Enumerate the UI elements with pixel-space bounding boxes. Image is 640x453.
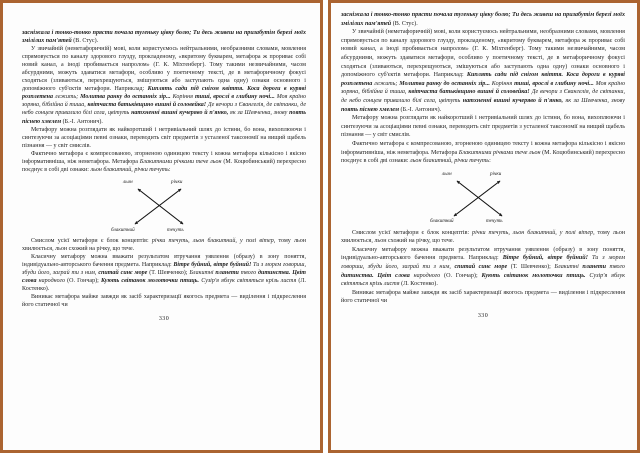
paragraph-4 [22, 150, 306, 174]
example-run: Кують світанок молоточки птиць. [481, 272, 590, 279]
example-run: Де вечори з Євангелія, де світанки, де небо сонцем привалило білі села, цвітуть [341, 89, 625, 104]
example-run: спитай синє море [98, 270, 150, 277]
r-diagram-label-top-right: річки [490, 170, 502, 177]
feature-two: річки течуть [134, 166, 169, 173]
example-run: народного [38, 278, 68, 285]
page-number-right: 330 [477, 313, 489, 320]
concept-block: річки течуть, льон блакитний, у полі вітер [151, 237, 274, 244]
r-quote-italic-bold: засніжала і тонко-тонко прясти почала тугеньку цівку болю; Ти десь живеш на призабутім березі моїх змілілих пам'ятей [341, 12, 625, 27]
r-paragraph-5-b: , тому льон хвилюється, льон схожий на річку, що тече. [341, 229, 626, 245]
r-feature-sep: , [451, 158, 455, 165]
r-paragraph-2 [341, 28, 625, 114]
r-paragraph-2-text: У звичайній (неметафоричній) мові, коли користуємось нейтральними, необразними словами, мовлення спрямовується по каналу здорового глузду, прокладеному, «вкритому букварем, метафора ж прориває собі новий канал, а іноді пробивається напролом» (Г. К. Міхтенберг). Тому такими незвичайними, часом абсурдними, можуть здаватися метафори, особливо у поетичному тексті, де в метафоричному фокусі сходяться (зливаються, перехрещуються, змішуються або заступають одна одну) ознаки основного і допоміжного суб'єктів метафори. Наприклад: [341, 29, 625, 79]
paragraph-3: Метафору можна розглядати як найкоротший і нетривіальний шлях до істини, бо вона, вихоплюючи і синтезуючи за асоціаціями певні ознаки, переводить світ предметів з усталеної таксономії на вищий щабель пізнання — у світ смислів. [22, 126, 306, 149]
example-run: (Л. Костенко). [22, 278, 307, 293]
r-paragraph-4 [341, 140, 625, 166]
r-crossing-features-diagram [424, 170, 542, 226]
r-paragraph-5-a: Смислом усієї метафори є блок концептів: [352, 229, 473, 236]
r-paragraph-4-b: (М. Коцюбинський) перехресно поєднує в собі дві ознаки: [341, 149, 625, 165]
r-metaphor-example: Блакитними річками тече льон [458, 149, 541, 156]
paragraph-5 [22, 237, 306, 253]
paragraph-7: Виникає метафора майже завжди як засіб характеризації якогось предмета — виділення і підкреслення його статичної чи [22, 294, 306, 309]
example-run: спитай синє море [454, 264, 511, 271]
r-diagram-label-bottom-right: течуть [486, 218, 503, 225]
page-number-left: 330 [158, 316, 170, 323]
r-paragraph-5 [341, 229, 625, 246]
example-run: Кують світанок молоточки птиць. [100, 278, 202, 285]
paragraph-2-text: У звичайній (неметафоричній) мові, коли користуємось нейтральними, необразними словами, мовлення спрямовується по каналу здорового глузду, прокладеному, «вкритому букварем, метафора ж прориває собі новий канал, а іноді пробивається напролом» (Г. К. Міхтенберг). Тому такими незвичайними, часом абсурдними, можуть здаватися метафори, особливо у поетичному тексті, де в метафоричному фокусі сходяться (зливаються, перехрещуються, змішуються або заступають одна одну) ознаки основного і допоміжного суб'єктів метафори. Наприклад: [22, 46, 306, 93]
paragraph-5-b: , тому льон хвилюється, льон схожий на річку, що тече. [22, 237, 307, 252]
paragraph-quote-tail [22, 29, 306, 45]
example-run: натхненні вишні кучеряво й п'янко, [462, 97, 566, 104]
example-run: Ти з морем говориш, збуди його, заграй ти з ним, [22, 261, 306, 277]
example-run: Коріння [172, 94, 195, 101]
example-run: (Т. Шевченко); [149, 270, 190, 277]
example-run: (Т. Шевченко); [510, 264, 555, 271]
example-run: (О. Гончар); [67, 278, 101, 285]
example-run: лежить; [374, 80, 400, 87]
example-run: поять піснею хмелем [22, 110, 306, 125]
example-run: Де вечори з Євангелія, де світанки, де небо сонцем привалило білі села, цвітуть [22, 102, 307, 117]
r-paragraph-2-examples [341, 72, 625, 112]
paragraph-4-a: Фактично метафора є компресованою, згорненою одиницею тексту і кожна метафора кількісно і якісно інформативніша, ніж неметафора. Метафора [22, 150, 306, 165]
paragraph-5-a: Смислом усієї метафори є блок концептів: [31, 237, 152, 244]
r-diagram-label-top-left: льон [442, 170, 452, 177]
example-run: народного [413, 272, 445, 279]
scanned-page-content [3, 3, 320, 450]
paragraph-6-a: Класичну метафору можна вважати результатом втручання уявлення (образу) в зону поняття, індивідуально-авторського бачення предмета. Наприклад: [22, 253, 306, 268]
example-run: Блакитні [189, 270, 216, 277]
example-run: тиші, врослі в глибину ночі... [194, 94, 277, 101]
example-run: як за Шевченка, знову [565, 97, 626, 104]
example-run: (Л. Костенко). [401, 281, 438, 288]
recognized-text-body [341, 11, 625, 321]
example-run: Сузір'я яблук світяться крізь листя [201, 278, 299, 285]
diagram-label-top-right: річки [171, 178, 183, 185]
crossing-features-diagram [105, 178, 223, 234]
r-paragraph-3: Метафору можна розглядати як найкоротший і нетривіальний шлях до істини, бо вона, вихоплюючи і синтезуючи за асоціаціями певні ознаки, переводить світ предметів з усталеної таксономії на вищий щабель пізнання — у світ смислів. [341, 115, 625, 139]
example-run: квітчаста батьківщино вишні й соловейка! [408, 89, 532, 96]
r-paragraph-4-colon: : [489, 158, 491, 165]
example-run: Коріння [491, 80, 515, 87]
example-run: квітчаста батьківщино вишні й соловейка! [87, 102, 208, 109]
example-run: Блакитні [554, 264, 583, 271]
r-diagram-label-bottom-left: блакитний [430, 218, 454, 225]
diagram-arrows [105, 178, 223, 234]
example-run: натхненні вишні кучеряво й п'янко, [131, 110, 231, 117]
r-paragraph-quote-tail [341, 11, 625, 28]
example-run: планети [582, 264, 610, 271]
example-run: (Б.-І. Антонич). [62, 118, 103, 125]
example-run: як за Шевченка, знову [230, 110, 290, 117]
example-run: (Б.-І. Антонич). [400, 106, 442, 113]
example-run: твого [609, 264, 625, 271]
r-paragraph-7: Виникає метафора майже завжди як засіб характеризації якогось предмета — виділення і підкреслення його статичної чи [341, 289, 625, 305]
feature-sep: , [131, 166, 135, 173]
paragraph-6 [22, 253, 306, 293]
example-run: дитинства. Цвіт слова [341, 272, 414, 279]
diagram-label-bottom-right: течуть [167, 226, 184, 233]
example-run: Ти з морем говориш, збуди його, заграй ти з ним, [341, 255, 626, 271]
example-run: (О. Гончар); [444, 272, 482, 279]
example-run: поять піснею хмелем [341, 106, 401, 113]
example-run: планети [215, 270, 241, 277]
scanned-text-body [22, 29, 306, 323]
example-run: Молитва ранку до останніх зір... [399, 80, 492, 87]
paragraph-4-b: (М. Коцюбинський) перехресно поєднує в собі дві ознаки: [22, 158, 306, 173]
r-feature-two: річки течуть [454, 158, 490, 165]
r-quote-attribution: (В. Стус). [391, 20, 418, 27]
example-run: Киплять сади під снігом квіття. Коса дороги в курявi розплетена [341, 72, 625, 87]
r-paragraph-6-a: Класичну метафору можна вважати результатом втручання уявлення (образу) в зону поняття, індивідуально-авторського бачення предмета. Наприклад: [341, 246, 625, 262]
example-run: лежить; [55, 94, 81, 101]
recognized-page-content [331, 3, 637, 450]
example-run: Вітре буйний, вітре буйний! [173, 261, 253, 268]
r-feature-one: льон блакитний [410, 158, 452, 165]
example-run: твого [240, 270, 258, 277]
diagram-label-bottom-left: блакитний [111, 226, 135, 233]
example-run: Моя країно зоряна, біблійна й тиша, [341, 80, 625, 96]
r-diagram-arrows [424, 170, 542, 226]
r-paragraph-4-a: Фактично метафора є компресованою, згорненою одиницею тексту і кожна метафора кількісно і якісно інформативніша, ніж неметафора. Метафора [341, 140, 625, 156]
r-concept-block: річки течуть, льон блакитний, у полі вітер [472, 229, 594, 236]
diagram-label-top-left: льон [123, 178, 133, 185]
example-run: Вітре буйний, вітре буйний! [502, 255, 592, 262]
example-run: Молитва ранку до останніх зір... [80, 94, 173, 101]
paragraph-2 [22, 45, 306, 125]
example-run: дитинства. Цвіт слова [22, 270, 306, 285]
quote-italic-bold: засніжала і тонко-тонко прясти почала тугеньку цівку болю; Ти десь живеш на призабутім березі моїх змілілих пам'ятей [22, 30, 306, 45]
feature-one: льон блакитний [90, 166, 132, 173]
recognized-text-panel[interactable] [328, 0, 640, 453]
r-paragraph-6 [341, 246, 625, 289]
metaphor-example: Блакитними річками тече льон [139, 158, 222, 165]
example-run: Киплять сади під снігом квіття. Коса дороги в курявi розплетена [22, 86, 307, 101]
example-run: Сузір'я яблук світяться крізь листя [341, 272, 626, 288]
paragraph-4-colon: : [168, 166, 171, 173]
example-run: тиші, врослі в глибину ночі... [514, 80, 596, 87]
quote-attribution: (В. Стус). [71, 38, 99, 45]
example-run: Моя країно зоряна, біблійна й тиша, [22, 94, 306, 109]
